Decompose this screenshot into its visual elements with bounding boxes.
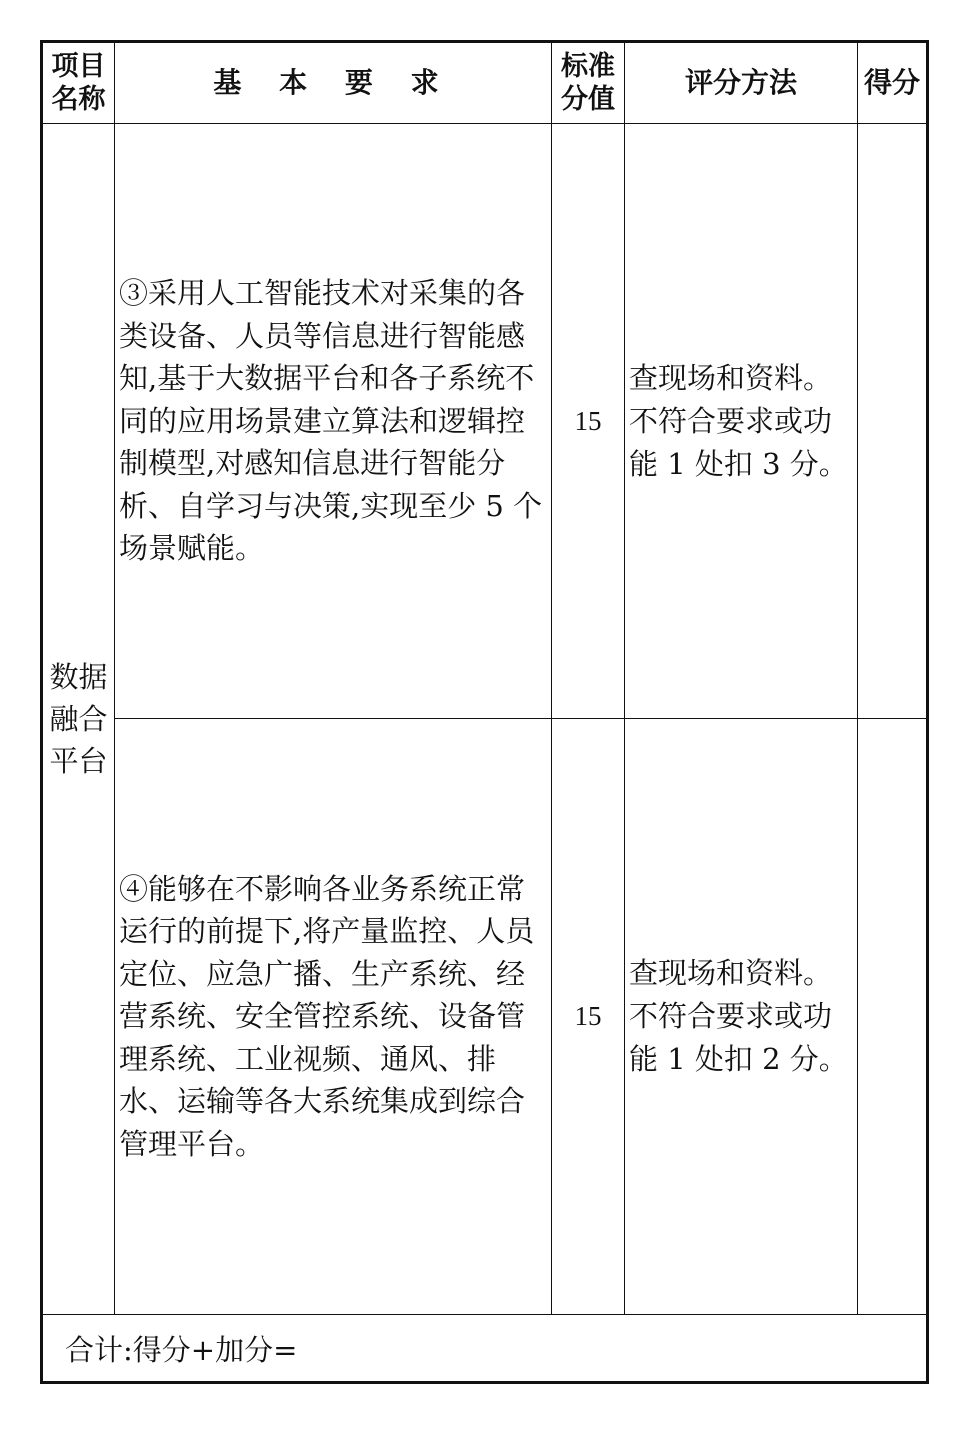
score-input-cell[interactable] [858, 719, 928, 1315]
header-standard-score [552, 42, 625, 124]
requirement-cell [115, 124, 552, 719]
table-header-row [42, 42, 928, 124]
total-cell [42, 1315, 928, 1383]
header-score: 得分 [858, 42, 928, 124]
item-name-line3: 平台 [49, 744, 108, 778]
item-name-cell [42, 124, 115, 1315]
header-item-name [42, 42, 115, 124]
table-row [42, 124, 928, 719]
requirement-text: ④能够在不影响各业务系统正常运行的前提下,将产量监控、人员定位、应急广播、生产系统、经营系统、安全管控系统、设备管理系统、工业视频、通风、排水、运输等各大系统集成到综合管理平台。 [119, 871, 535, 1161]
header-item-name-line1: 项目 [51, 51, 106, 82]
header-standard-score-line1: 标准 [561, 51, 615, 82]
item-name-line1: 数据 [49, 660, 108, 694]
standard-score-cell: 15 [552, 719, 625, 1315]
header-scoring-method: 评分方法 [625, 42, 858, 124]
header-standard-score-line2: 分值 [561, 84, 615, 115]
requirement-text: ③采用人工智能技术对采集的各类设备、人员等信息进行智能感知,基于大数据平台和各子系统不同的应用场景建立算法和逻辑控制模型,对感知信息进行智能分析、自学习与决策,实现至少 5 个场景赋能。 [119, 276, 543, 566]
item-name-line2: 融合 [49, 702, 108, 736]
table-row [42, 719, 928, 1315]
requirement-cell [115, 719, 552, 1315]
standard-score-cell: 15 [552, 124, 625, 719]
score-input-cell[interactable] [858, 124, 928, 719]
total-row [42, 1315, 928, 1383]
scoring-method-cell: 查现场和资料。不符合要求或功能 1 处扣 3 分。 [625, 124, 858, 719]
total-label: 合计:得分+加分= [65, 1332, 298, 1367]
header-requirement-label: 基 本 要 求 [213, 66, 453, 99]
header-item-name-line2: 名称 [51, 84, 106, 115]
header-requirement [115, 42, 552, 124]
scoring-method-cell: 查现场和资料。不符合要求或功能 1 处扣 2 分。 [625, 719, 858, 1315]
scoring-table [40, 40, 929, 1384]
